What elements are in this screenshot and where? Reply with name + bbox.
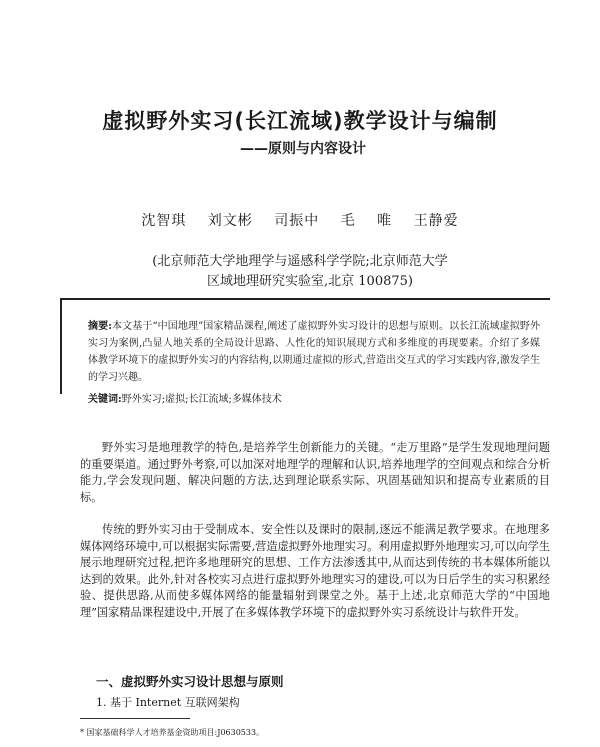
- affiliation-line-2: 区域地理研究实验室,北京 100875): [207, 274, 413, 289]
- footnote-divider: [80, 718, 190, 719]
- abstract: [88, 318, 540, 386]
- paper-subtitle: ——原则与内容设计: [240, 141, 366, 157]
- abstract-text: 本文基于“中国地理”国家精品课程,阐述了虚拟野外实习设计的思想与原则。以长江流域虚拟野外实习为案例,凸显人地关系的全局设计思路、人性化的知识展现方式和多维度的再现要素。介绍了多媒体教学环境下的虚拟野外实习的内容结构,以期通过虚拟的形式,营造出交互式的学习实践内容,激发学生的学习兴趣。: [88, 321, 540, 383]
- body-paragraph-2: 传统的野外实习由于受制成本、安全性以及课时的限制,逐远不能满足教学要求。在地理多媒体网络环境中,可以根据实际需要,营造虚拟野外地理实习。利用虚拟野外地理实习,可以向学生展示地理研究过程,把许多地理研究的思想、工作方法渗透其中,从而达到传统的书本媒体所能以达到的效果。此外,针对各校实习点进行虚拟野外地理实习的建设,可以为日后学生的实习积累经验、提供思路,从而使多媒体网络的能量辐射到课堂之外。基于上述,北京师范大学的“中国地理”国家精品课程建设中,开展了在多媒体教学环境下的虚拟野外实习系统设计与软件开发。: [80, 523, 550, 619]
- paper-title: 虚拟野外实习(长江流域)教学设计与编制: [102, 109, 498, 133]
- body-paragraph-1: 野外实习是地理教学的特色,是培养学生创新能力的关键。“走万里路”是学生发现地理问题的重要渠道。通过野外考察,可以加深对地理学的理解和认识,培养地理学的空间观点和综合分析能力,学会发现问题、解决问题的方法,达到理论联系实际、巩固基础知识和提高专业素质的目标。: [80, 441, 550, 504]
- keywords: [88, 390, 282, 405]
- footnote: * 国家基础科学人才培养基金资助项目:J0630533。: [80, 728, 265, 737]
- subsection-heading-1: 1. 基于 Internet 互联网架构: [96, 696, 240, 709]
- keywords-text: 野外实习;虚拟;长江流域;多媒体技术: [121, 394, 282, 405]
- abstract-label: 摘要:: [88, 321, 112, 332]
- affiliation-line-1: (北京师范大学地理学与遥感科学学院;北京师范大学: [152, 254, 448, 269]
- author-list: 沈智琪 刘文彬 司振中 毛 唯 王静爱: [141, 213, 459, 229]
- section-heading-1: 一、虚拟野外实习设计思想与原则: [96, 674, 284, 689]
- keywords-label: 关键词:: [88, 394, 122, 405]
